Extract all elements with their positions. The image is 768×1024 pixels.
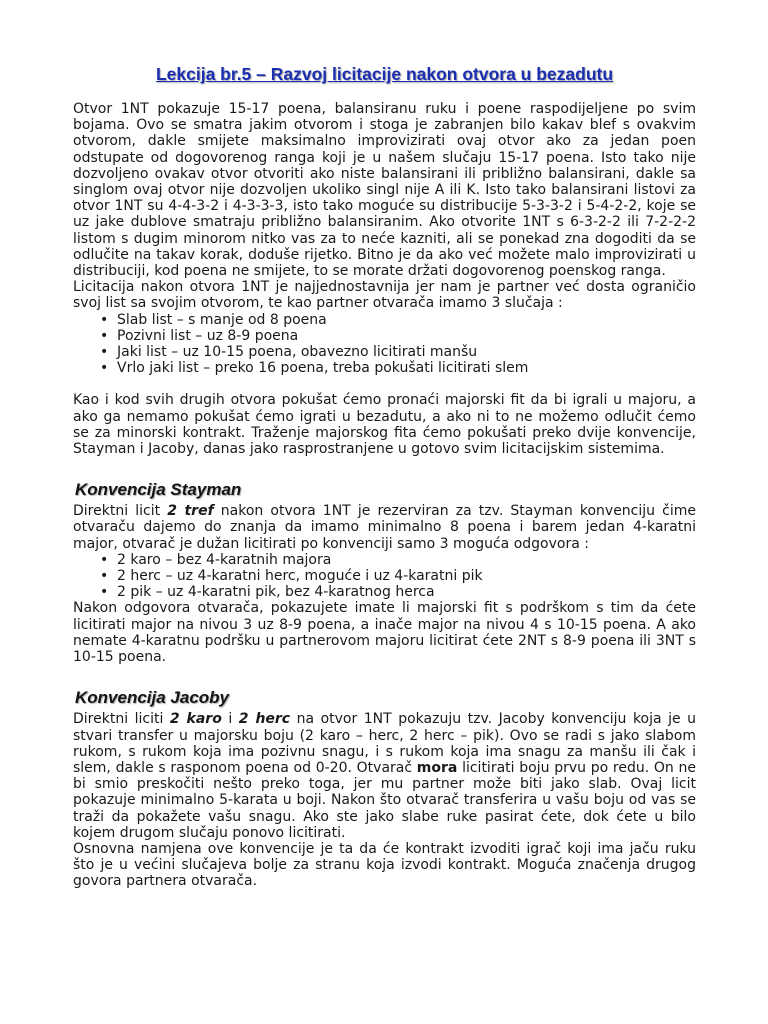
list-item: • Pozivni list – uz 8-9 poena bbox=[117, 328, 696, 344]
text-run: i bbox=[221, 711, 239, 728]
stayman-paragraph: Nakon odgovora otvarača, pokazujete imate li majorski fit s podrškom s tim da ćete licitirati major na nivou 3 uz 8-9 poena, a inače major na nivou 4 s 10-15 poena. A ako nemate 4-karatnu podršku u partnerovom majoru licitirat ćete 2NT s 8-9 poena ili 3NT s 10-15 poena. bbox=[73, 600, 696, 666]
stayman-responses-list bbox=[73, 552, 696, 601]
bid-emphasis: 2 herc bbox=[238, 711, 291, 728]
bid-emphasis: 2 tref bbox=[167, 503, 214, 520]
text-run: licitirati boju prvu po redu. On ne bi smio preskočiti nešto preko toga, jer mu partner može biti jako slab. Ovaj licit pokazuje minimalno 5-karata u boji. Nakon što otvarač transferira u vašu boju od vas se traži da pokažete vašu snagu. Ako ste jako slabe ruke pasirat ćete, dok ćete u bilo kojem drugom slučaju ponovo licitirati. bbox=[73, 759, 696, 841]
jacoby-paragraph bbox=[73, 711, 696, 841]
section-heading-jacoby: Konvencija Jacoby bbox=[75, 688, 230, 708]
list-item: • Slab list – s manje od 8 poena bbox=[117, 312, 696, 328]
intro-paragraph: Licitacija nakon otvora 1NT je najjednostavnija jer nam je partner već dosta ograničio svoj list sa svojim otvorom, te kao partner otvarača imamo 3 slučaja : bbox=[73, 279, 696, 312]
intro-paragraph: Kao i kod svih drugih otvora pokušat ćemo pronaći majorski fit da bi igrali u majoru, a ako ga nemamo pokušat ćemo igrati u bezadutu, a ako ni to ne možemo odlučit ćemo se za minorski kontrakt. Traženje majorskog fita ćemo pokušati preko dvije konvencije, Stayman i Jacoby, danas jako rasprostranjene u gotovo svim licitacijskim sistemima. bbox=[73, 392, 696, 458]
text-run: Direktni liciti bbox=[73, 711, 170, 728]
bid-emphasis: 2 karo bbox=[169, 711, 222, 728]
list-item: • 2 karo – bez 4-karatnih majora bbox=[117, 552, 696, 568]
text-run: nakon otvora 1NT je rezerviran za tzv. Stayman konvenciju čime otvaraču dajemo do znanja da imamo minimalno 8 poena i barem jedan 4-karatni major, otvarač je dužan licitirati po konvenciji samo 3 moguća odgovora : bbox=[73, 503, 696, 552]
list-item: • Vrlo jaki list – preko 16 poena, treba pokušati licitirati slem bbox=[117, 360, 696, 376]
list-item: • Jaki list – uz 10-15 poena, obavezno licitirati manšu bbox=[117, 344, 696, 360]
page-title: Lekcija br.5 – Razvoj licitacije nakon otvora u bezadutu bbox=[155, 64, 614, 84]
list-item: • 2 pik – uz 4-karatni pik, bez 4-karatnog herca bbox=[117, 584, 696, 600]
hand-strength-list bbox=[73, 312, 696, 377]
text-run: Direktni licit bbox=[73, 503, 168, 520]
section-heading-stayman: Konvencija Stayman bbox=[75, 480, 242, 500]
list-item: • 2 herc – uz 4-karatni herc, moguće i uz 4-karatni pik bbox=[117, 568, 696, 584]
text-run: na otvor 1NT pokazuju tzv. Jacoby konvenciju koja je u stvari transfer u majorsku boju (2 karo – herc, 2 herc – pik). Ovo se radi s jako slabom rukom, s rukom koja ima pozivnu snagu, i s rukom koja ima snagu za manšu ili čak i slem, dakle s rasponom poena od 0-20. Otvarač bbox=[73, 711, 696, 776]
intro-paragraph: Otvor 1NT pokazuje 15-17 poena, balansiranu ruku i poene raspodijeljene po svim bojama. Ovo se smatra jakim otvorom i stoga je zabranjen bilo kakav blef s ovakvim otvorom, dakle smijete maksimalno improvizirati ovaj otvor ako za jedan poen odstupate od dogovorenog ranga koji je u našem slučaju 15-17 poena. Isto tako nije dozvoljeno ovakav otvor otvoriti ako niste balansirani ili približno balansirani, dakle sa singlom ovaj otvor nije dozvoljen ukoliko singl nije A ili K. Isto tako balansirani listovi za otvor 1NT su 4-4-3-2 i 4-3-3-3, isto tako moguće su distribucije 5-3-3-2 i 5-4-2-2, koje se uz jake dublove smatraju približno balansiranim. Ako otvorite 1NT s 6-3-2-2 ili 7-2-2-2 listom s dugim minorom nitko vas za to neće kazniti, ali se ponekad zna dogoditi da se odlučite na takav korak, doduše rijetko. Bitno je da ako već možete malo improvizirati u distribuciji, kod poena ne smijete, to se morate držati dogovorenog poenskog ranga. bbox=[73, 101, 696, 280]
strong-emphasis: mora bbox=[416, 759, 458, 776]
jacoby-paragraph: Osnovna namjena ove konvencije je ta da će kontrakt izvoditi igrač koji ima jaču ruku što je u većini slučajeva bolje za stranu koja izvodi kontrakt. Moguća značenja drugog govora partnera otvarača. bbox=[73, 840, 696, 890]
stayman-paragraph bbox=[73, 503, 696, 552]
